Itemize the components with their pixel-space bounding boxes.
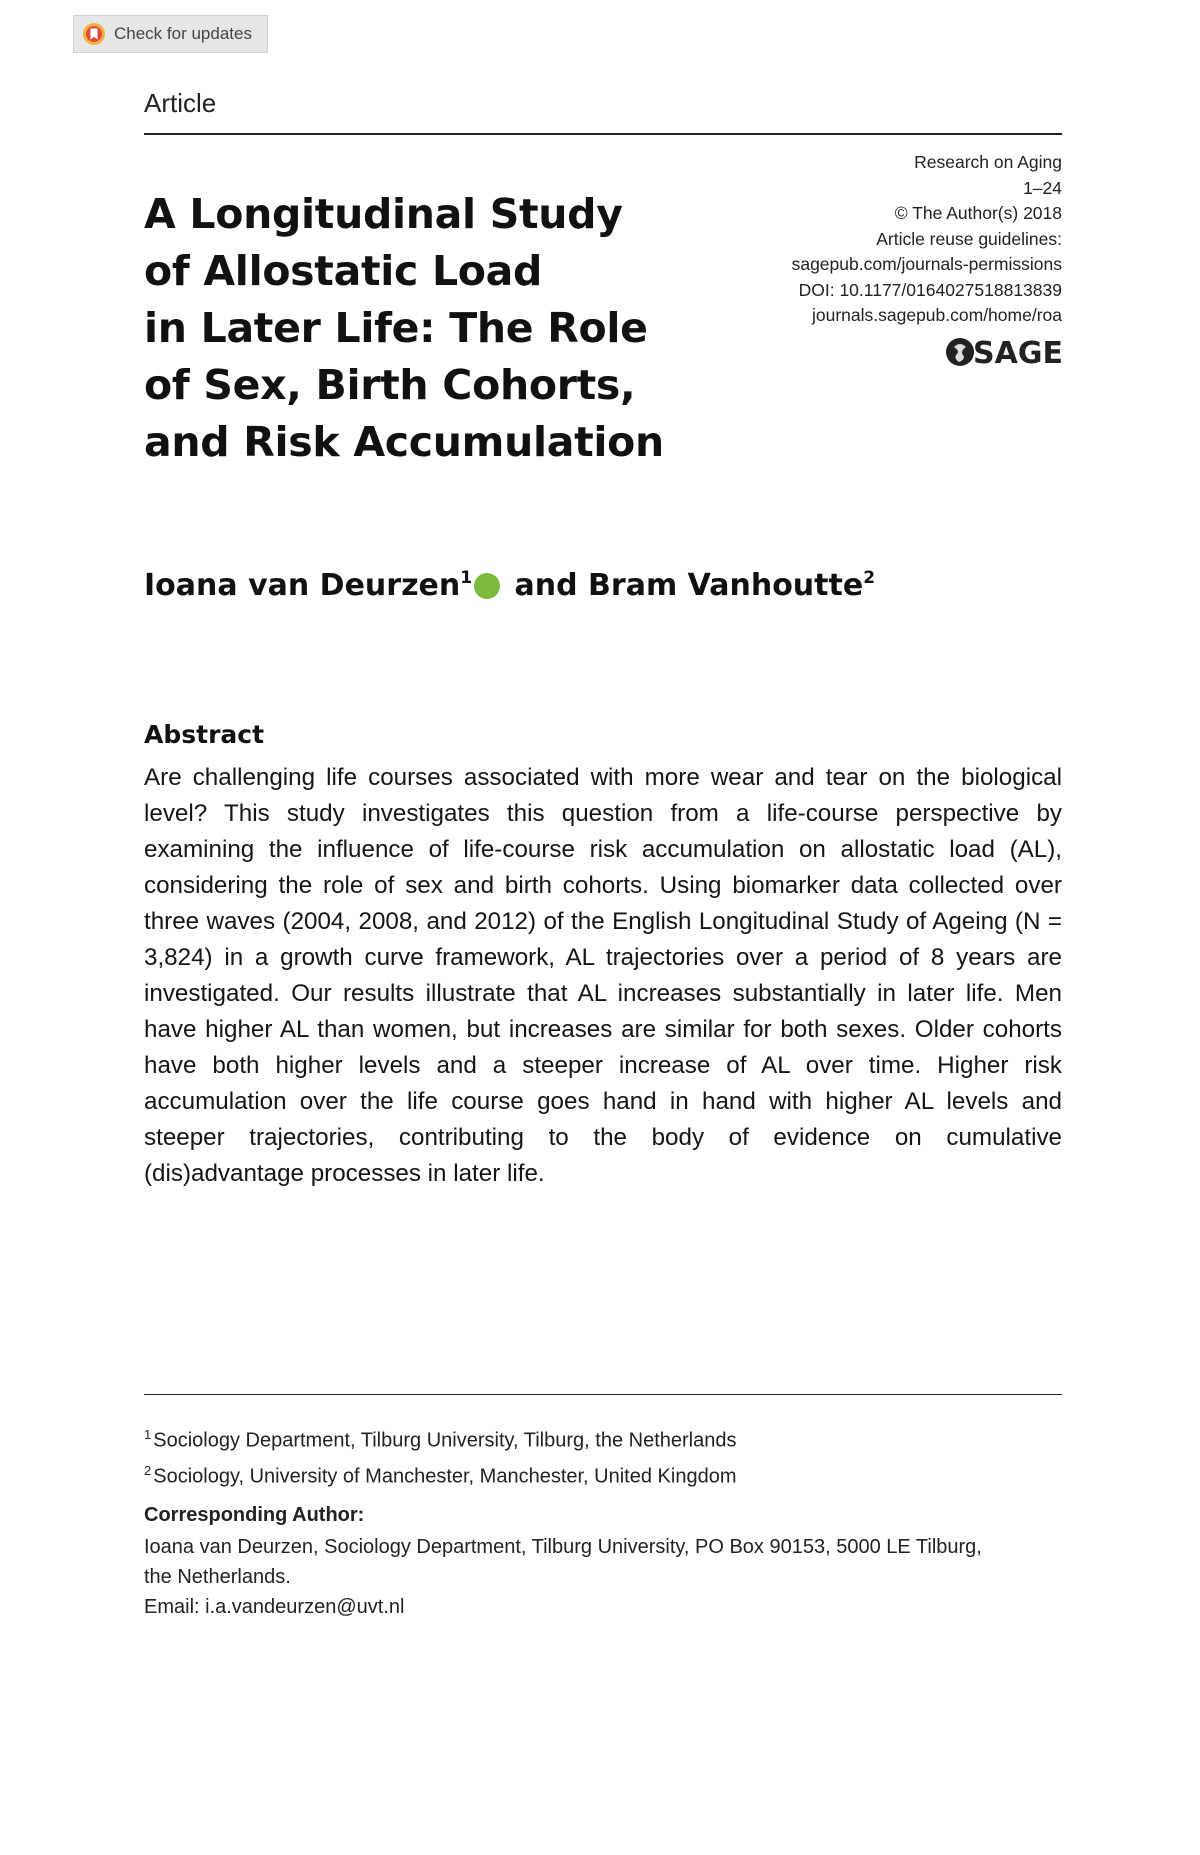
affiliation-item: [144, 1420, 736, 1456]
abstract-text: Are challenging life courses associated with more wear and tear on the biological level? This study investigates this question from a life-course perspective by examining the influence of life-course risk accumulation on allostatic load (AL), considering the role of sex and birth cohorts. Using biomarker data collected over three waves (2004, 2008, and 2012) of the English Longitudinal Study of Ageing (N = 3,824) in a growth curve framework, AL trajectories over a period of 8 years are investigated. Our results illustrate that AL increases substantially in later life. Men have higher AL than women, but increases are similar for both sexes. Older cohorts have both higher levels and a steeper increase of AL over time. Higher risk accumulation over the life course goes hand in hand with higher AL levels and steeper trajectories, contributing to the body of evidence on cumulative (dis)advantage processes in later life.: [144, 764, 1062, 1187]
page-range: 1–24: [1023, 177, 1062, 198]
affiliations: [144, 1420, 736, 1491]
header-rule: [144, 133, 1062, 135]
title-line: in Later Life: The Role: [144, 304, 648, 352]
title-line: of Allostatic Load: [144, 247, 543, 295]
sage-logo: [945, 334, 1065, 370]
paper-title: [144, 186, 704, 471]
affiliation-marker: 2: [863, 568, 876, 588]
corresponding-email[interactable]: Email: i.a.vandeurzen@uvt.nl: [144, 1596, 405, 1618]
title-line: A Longitudinal Study: [144, 190, 623, 238]
reuse-link[interactable]: sagepub.com/journals-permissions: [791, 254, 1062, 274]
bookmark-icon: [82, 22, 106, 46]
footnote-rule: [144, 1394, 1062, 1395]
affiliation-number: 1: [144, 1427, 152, 1442]
affiliation-text: Sociology Department, Tilburg University, Tilburg, the Netherlands: [153, 1429, 737, 1452]
affiliation-marker: 1: [460, 568, 473, 588]
abstract-heading: Abstract: [144, 720, 265, 749]
reuse-label: Article reuse guidelines:: [876, 228, 1062, 249]
sage-logo-text: SAGE: [973, 336, 1063, 370]
journal-url[interactable]: journals.sagepub.com/home/roa: [811, 305, 1062, 325]
affiliation-number: 2: [144, 1462, 152, 1478]
doi[interactable]: DOI: 10.1177/0164027518813839: [798, 279, 1062, 300]
journal-info: [792, 150, 1062, 329]
title-line: of Sex, Birth Cohorts,: [144, 361, 636, 409]
orcid-icon[interactable]: [474, 573, 500, 599]
check-for-updates-badge[interactable]: [73, 15, 268, 53]
corresponding-address-cont: the Netherlands.: [144, 1566, 291, 1588]
corresponding-address: Ioana van Deurzen, Sociology Department, Tilburg University, PO Box 90153, 5000 LE Tilburg,: [144, 1536, 982, 1558]
title-line: and Risk Accumulation: [144, 418, 664, 466]
author-joiner: and: [504, 568, 589, 603]
copyright: © The Author(s) 2018: [894, 203, 1062, 223]
author-name: Bram Vanhoutte: [588, 568, 864, 603]
affiliation-item: [144, 1456, 736, 1492]
affiliation-text: Sociology, University of Manchester, Manchester, United Kingdom: [153, 1465, 737, 1488]
article-type-label: Article: [144, 88, 217, 118]
journal-name: Research on Aging: [914, 152, 1062, 172]
check-for-updates-label: Check for updates: [114, 24, 252, 43]
author-name: Ioana van Deurzen: [144, 568, 461, 603]
corresponding-author-heading: Corresponding Author:: [144, 1504, 365, 1526]
author-line: [144, 568, 875, 603]
corresponding-author-details: [144, 1532, 1062, 1622]
